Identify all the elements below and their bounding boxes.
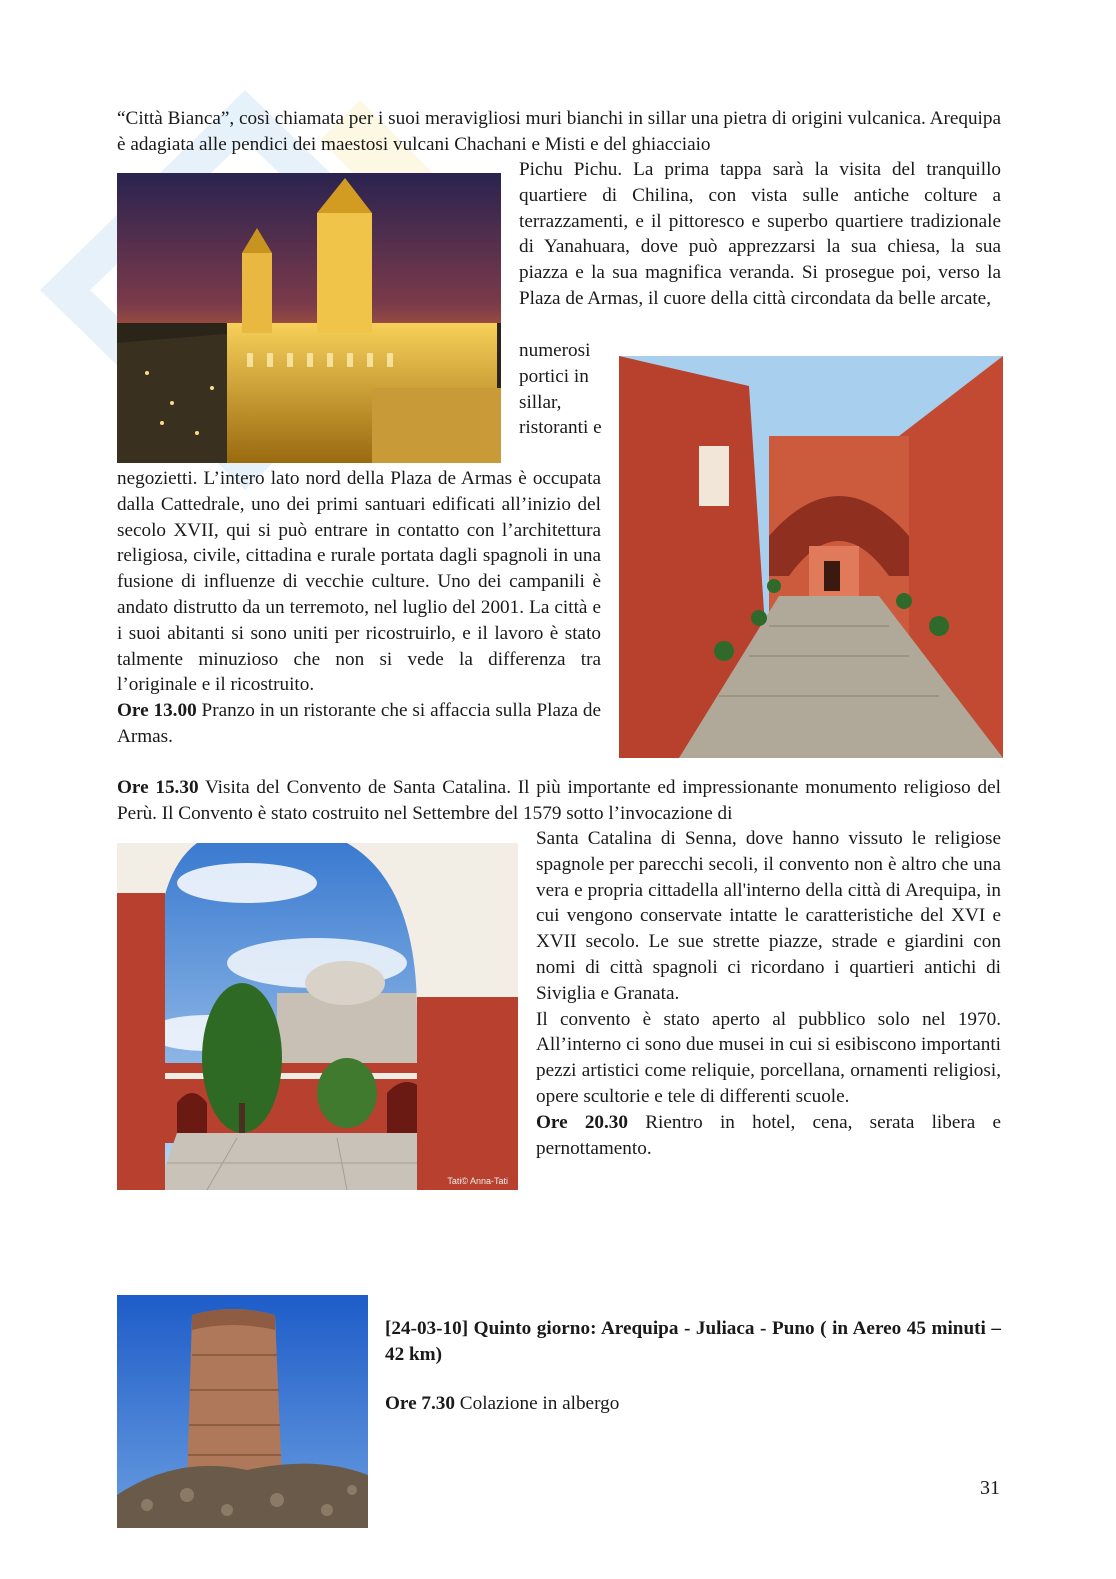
time-label: Ore 7.30: [385, 1393, 455, 1414]
intro-text-line: “Città Bianca”, così chiamata per i suoi meravigliosi muri bianchi in sillar una pietra di origini vulcanica. Arequipa è adagiata alle pendici dei maestosi vulcani Chachani e Misti e del ghiacciaio: [117, 108, 1001, 155]
text-fragment: Santa Catalina di Senna, dove hanno vissuto le religiose spagnole per parecchi secoli, il convento non è altro che una vera e propria cittadella all'interno della città di Arequipa, in cui vengono conservate intatte le caratteristiche del XVI e XVII secolo. Le sue strette piazze, strade e giardini con nomi di città spagnoli ci ricordano i quartieri antichi di Siviglia e Granata.: [536, 828, 1001, 1004]
day-heading: [24-03-10] Quinto giorno: Arequipa - Juliaca - Puno ( in Aereo 45 minuti – 42 km): [385, 1318, 1001, 1365]
photo-convent-courtyard: [117, 843, 518, 1190]
text-fragment: numerosi portici in sillar, ristoranti e: [519, 340, 602, 439]
breakfast-line: [385, 1391, 1001, 1417]
time-label: Ore 13.00: [117, 700, 197, 722]
text-column-left-1: [117, 466, 601, 750]
time-label: Ore 15.30: [117, 777, 199, 798]
time-label: Ore 20.30: [536, 1111, 628, 1133]
text-narrow-column: [519, 338, 603, 441]
text-fragment: negozietti. L’intero lato nord della Plaza de Armas è occupata dalla Cattedrale, uno dei primi santuari edificati all’inizio del secolo XVII, qui si può entrare in contatto con l’architettura religiosa, civile, cittadina e rurale portata dagli spagnoli in una fusione di influenze di vecchie culture. Uno dei campanili è andato distrutto da un terremoto, nel luglio del 2001. La città e i suoi abitanti si sono uniti per ricostruirlo, e il lavoro è stato talmente minuzioso che non si vede la differenza tra l’originale e il ricostruito.: [117, 468, 601, 696]
photo-red-alley: [619, 356, 1003, 758]
breakfast-text: Colazione in albergo: [455, 1393, 620, 1414]
text-column-right-2: [536, 826, 1001, 1161]
lunch-text: Pranzo in un ristorante che si affaccia sulla Plaza de Armas.: [117, 700, 601, 747]
text-column-right-1: [519, 157, 1001, 312]
photo-caption: Tati© Anna-Tati: [447, 1176, 508, 1186]
text-fragment: Visita del Convento de Santa Catalina. Il più importante ed impressionante monumento religioso del Perù. Il Convento è stato costruito nel Settembre del 1579 sotto l’invocazione di: [117, 777, 1001, 824]
museum-text: Il convento è stato aperto al pubblico solo nel 1970. All’interno ci sono due musei in cui si esibiscono importanti pezzi artistici come reliquie, porcellana, ornamenti religiosi, opere scultorie e tele di differenti scuole.: [536, 1008, 1001, 1107]
photo-sillustani-tower: [117, 1295, 368, 1528]
main-text-block: [117, 106, 1001, 158]
text-convent-intro: [117, 775, 1001, 827]
photo-cathedral-night: [117, 173, 501, 463]
page-number: 31: [980, 1477, 1000, 1499]
evening-text: Rientro in hotel, cena, serata libera e pernottamento.: [536, 1111, 1001, 1159]
text-fragment: Pichu Pichu. La prima tappa sarà la visita del tranquillo quartiere di Chilina, con vista sulle antiche colture a terrazzamenti, e il pittoresco e superbo quartiere tradizionale di Yanahuara, dove può apprezzarsi la sua chiesa, la sua piazza e la sua magnifica veranda. Si prosegue poi, verso la Plaza de Armas, il cuore della città circondata da belle arcate,: [519, 159, 1001, 309]
